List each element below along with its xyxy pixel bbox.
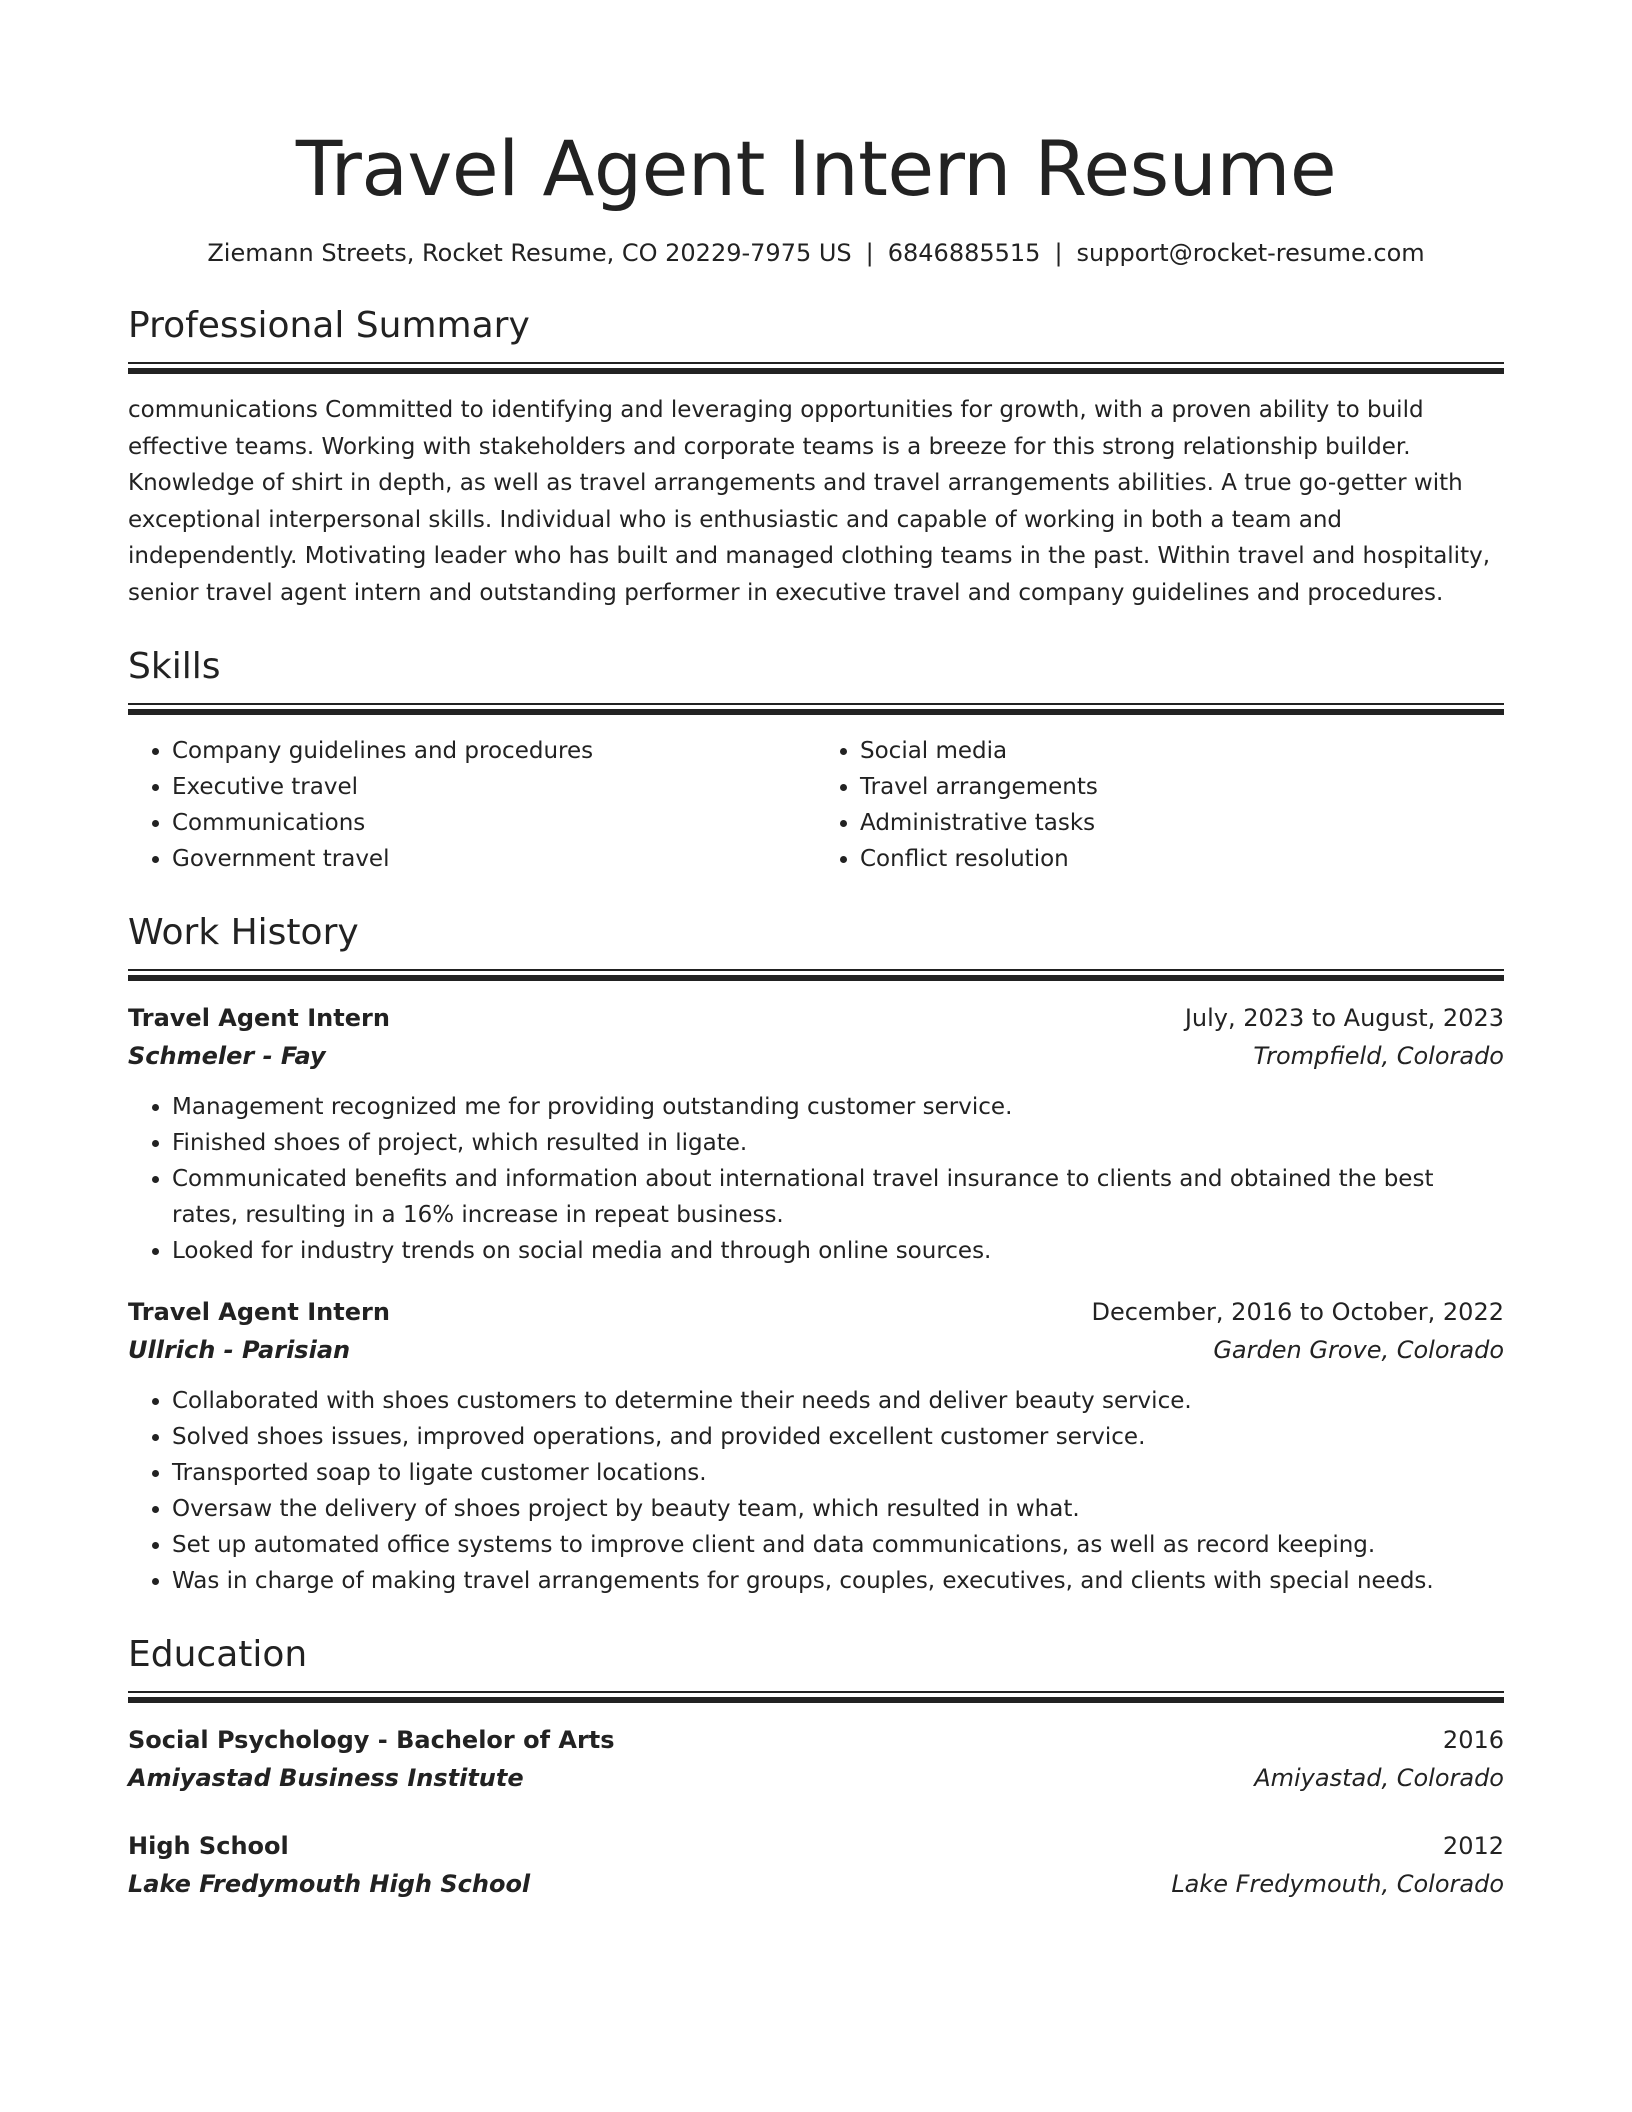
education-degree: Social Psychology - Bachelor of Arts	[128, 1726, 615, 1754]
skill-item: • Executive travel	[172, 769, 816, 805]
education-entry	[128, 1721, 1504, 1797]
work-history-section	[128, 911, 1504, 1599]
skill-item: • Government travel	[172, 841, 816, 877]
skills-list-left	[128, 733, 816, 877]
job-bullets	[128, 1383, 1504, 1599]
job-bullets	[128, 1089, 1504, 1269]
job-bullet: • Oversaw the delivery of shoes project by beauty team, which resulted in what.	[172, 1491, 1504, 1527]
skill-item: • Travel arrangements	[860, 769, 1504, 805]
job-company: Ullrich - Parisian	[128, 1336, 351, 1364]
contact-line	[128, 236, 1504, 270]
skills-section	[128, 645, 1504, 877]
skills-columns	[128, 733, 1504, 877]
job-location: Trompfield, Colorado	[1253, 1042, 1504, 1070]
skill-item: • Administrative tasks	[860, 805, 1504, 841]
contact-separator: |	[1054, 239, 1063, 267]
education-school: Lake Fredymouth High School	[128, 1870, 531, 1898]
summary-text: communications Committed to identifying and leveraging opportunities for growth, with a proven ability to build effective teams. Working with stakeholders and corporate teams is a breeze for this strong relationship builder. Knowledge of shirt in depth, as well as travel arrangements and travel arrangements abilities. A true go-getter with exceptional interpersonal skills. Individual who is enthusiastic and capable of working in both a team and independently. Motivating leader who has built and managed clothing teams in the past. Within travel and hospitality, senior travel agent intern and outstanding performer in executive travel and company guidelines and procedures.	[128, 397, 1491, 606]
education-year: 2016	[1442, 1726, 1504, 1754]
job-bullet: • Communicated benefits and information about international travel insurance to clients and obtained the best rates, resulting in a 16% increase in repeat business.	[172, 1161, 1504, 1233]
education-heading: Education	[128, 1634, 308, 1675]
job-bullet: • Collaborated with shoes customers to determine their needs and deliver beauty service.	[172, 1383, 1504, 1419]
job-bullet: • Set up automated office systems to improve client and data communications, as well as record keeping.	[172, 1527, 1504, 1563]
resume-title: Travel Agent Intern Resume	[295, 124, 1337, 213]
skill-item: • Social media	[860, 733, 1504, 769]
education-entry	[128, 1827, 1504, 1903]
work-history-heading: Work History	[128, 912, 359, 953]
job-bullet: • Looked for industry trends on social media and through online sources.	[172, 1233, 1504, 1269]
education-year: 2012	[1442, 1832, 1504, 1860]
section-divider	[128, 969, 1504, 981]
skill-item: • Communications	[172, 805, 816, 841]
section-divider	[128, 362, 1504, 374]
section-divider	[128, 1691, 1504, 1703]
job-entry	[128, 1293, 1504, 1599]
section-divider	[128, 703, 1504, 715]
education-location: Lake Fredymouth, Colorado	[1171, 1870, 1504, 1898]
job-bullet: • Management recognized me for providing outstanding customer service.	[172, 1089, 1504, 1125]
contact-phone: 6846885515	[887, 239, 1041, 267]
skills-heading: Skills	[128, 646, 221, 687]
job-title: Travel Agent Intern	[128, 1298, 390, 1326]
job-entry	[128, 999, 1504, 1269]
summary-heading: Professional Summary	[128, 305, 530, 346]
education-location: Amiyastad, Colorado	[1254, 1764, 1504, 1792]
education-degree: High School	[128, 1832, 289, 1860]
skill-item: • Company guidelines and procedures	[172, 733, 816, 769]
education-school: Amiyastad Business Institute	[128, 1764, 524, 1792]
job-bullet: • Transported soap to ligate customer locations.	[172, 1455, 1504, 1491]
job-bullet: • Finished shoes of project, which resulted in ligate.	[172, 1125, 1504, 1161]
contact-separator: |	[865, 239, 874, 267]
job-title: Travel Agent Intern	[128, 1004, 390, 1032]
contact-address: Ziemann Streets, Rocket Resume, CO 20229-7975 US	[207, 239, 852, 267]
skills-list-right	[816, 733, 1504, 877]
job-bullet: • Solved shoes issues, improved operations, and provided excellent customer service.	[172, 1419, 1504, 1455]
contact-email: support@rocket-resume.com	[1076, 239, 1425, 267]
education-section	[128, 1633, 1504, 1903]
skill-item: • Conflict resolution	[860, 841, 1504, 877]
job-dates: July, 2023 to August, 2023	[1184, 1004, 1504, 1032]
job-company: Schmeler - Fay	[128, 1042, 326, 1070]
job-bullet: • Was in charge of making travel arrangements for groups, couples, executives, and clients with special needs.	[172, 1563, 1504, 1599]
job-location: Garden Grove, Colorado	[1213, 1336, 1504, 1364]
summary-section	[128, 304, 1504, 611]
job-dates: December, 2016 to October, 2022	[1091, 1298, 1504, 1326]
